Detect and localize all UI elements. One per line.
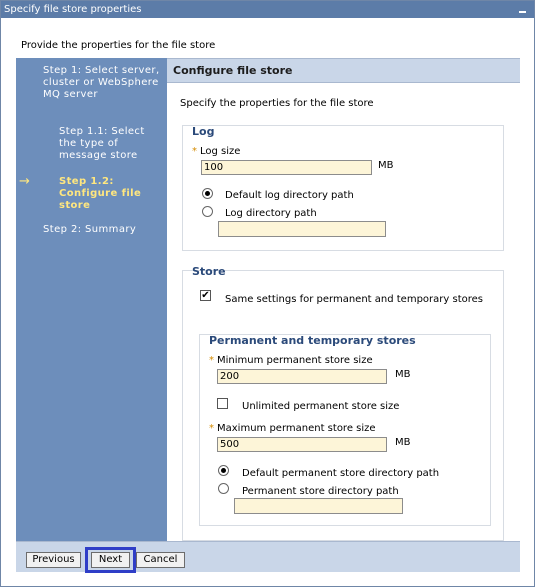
store-legend: Store: [192, 265, 226, 278]
custom-log-dir-label: Log directory path: [225, 208, 317, 219]
next-button[interactable]: Next: [91, 552, 130, 568]
required-icon: *: [209, 423, 214, 434]
max-store-size-label: * Maximum permanent store size: [209, 423, 376, 434]
step-2-link[interactable]: Step 2: Summary: [43, 224, 137, 235]
window-title: Specify file store properties: [4, 4, 142, 15]
cancel-button[interactable]: Cancel: [136, 552, 185, 568]
log-size-input[interactable]: 100: [201, 160, 372, 175]
log-dir-input[interactable]: [218, 221, 386, 237]
unlimited-store-label: Unlimited permanent store size: [242, 401, 400, 412]
step-1-1-link[interactable]: Step 1.1: Select the type of message store: [59, 126, 145, 161]
default-store-dir-label: Default permanent store directory path: [242, 468, 440, 479]
default-log-dir-radio[interactable]: [202, 188, 213, 199]
custom-store-dir-radio[interactable]: [218, 483, 229, 494]
log-legend: Log: [192, 125, 215, 138]
log-size-unit: MB: [378, 160, 394, 171]
required-icon: *: [209, 355, 214, 366]
minimize-icon[interactable]: [518, 1, 528, 18]
perm-temp-group: [199, 334, 491, 526]
default-store-dir-radio[interactable]: [218, 465, 229, 476]
page-intro: Provide the properties for the file store: [21, 40, 216, 51]
main-panel: [167, 58, 520, 541]
store-group: [182, 265, 504, 541]
log-group: [182, 125, 504, 251]
min-store-size-label: * Minimum permanent store size: [209, 355, 373, 366]
min-store-size-input[interactable]: 200: [217, 369, 387, 384]
step-1-2-current: Step 1.2: Configure file store: [59, 176, 142, 211]
max-store-size-unit: MB: [395, 437, 411, 448]
required-icon: *: [192, 146, 197, 157]
same-settings-label: Same settings for permanent and temporary stores: [225, 294, 483, 305]
main-header: Configure file store: [167, 59, 520, 83]
same-settings-checkbox[interactable]: ✔: [201, 290, 210, 301]
unlimited-store-checkbox[interactable]: [217, 398, 228, 409]
current-step-arrow-icon: →: [19, 174, 30, 189]
button-bar: [16, 541, 520, 572]
custom-log-dir-radio[interactable]: [202, 206, 213, 217]
wizard-steps-sidebar: [16, 58, 167, 541]
min-store-size-unit: MB: [395, 369, 411, 380]
store-dir-input[interactable]: [234, 498, 403, 514]
step-1-link[interactable]: Step 1: Select server, cluster or WebSphere MQ server: [43, 65, 160, 100]
title-bar: [1, 1, 534, 18]
perm-temp-legend: Permanent and temporary stores: [209, 334, 416, 347]
custom-store-dir-label: Permanent store directory path: [242, 486, 399, 497]
previous-button[interactable]: Previous: [26, 552, 81, 568]
main-description: Specify the properties for the file store: [180, 98, 374, 109]
log-size-label: * Log size: [192, 146, 241, 157]
max-store-size-input[interactable]: 500: [217, 437, 387, 452]
default-log-dir-label: Default log directory path: [225, 190, 354, 201]
